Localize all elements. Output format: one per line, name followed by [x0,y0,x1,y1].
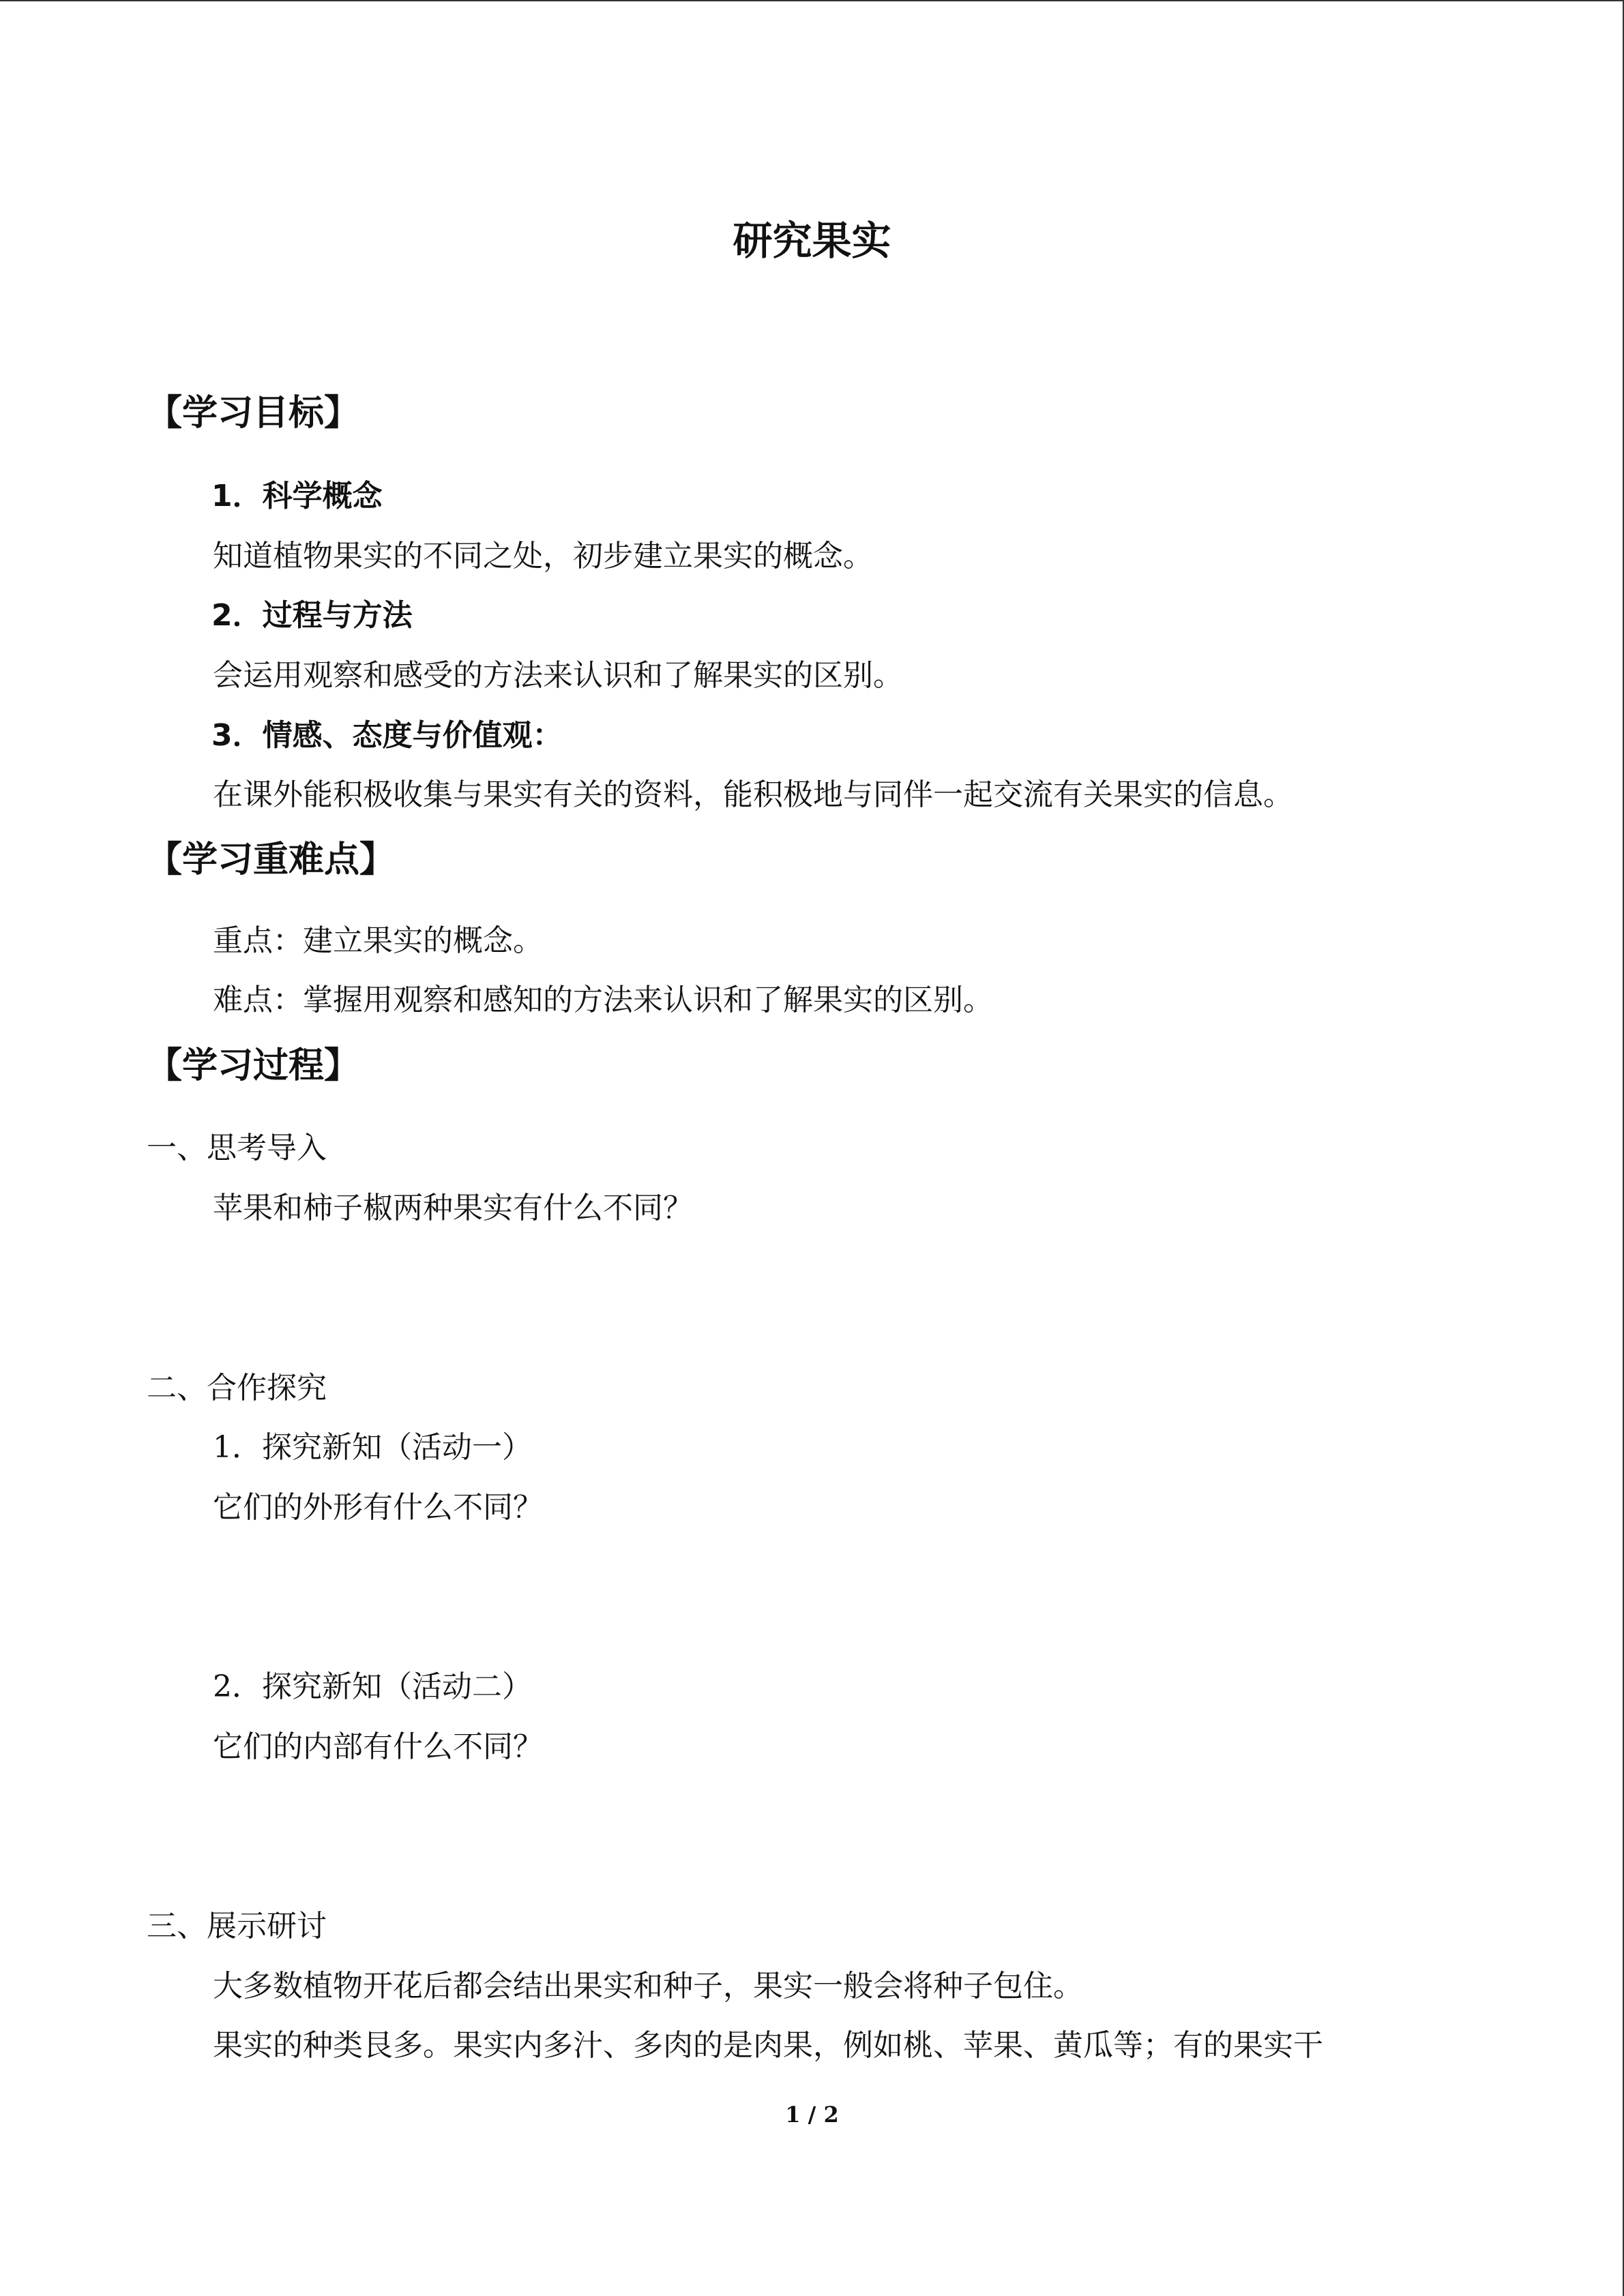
goal-2-heading: 2．过程与方法 [211,598,413,633]
section-heading-goals: 【学习目标】 [147,393,360,434]
goal-3-text: 在课外能积极收集与果实有关的资料，能积极地与同伴一起交流有关果实的信息。 [213,777,1293,812]
section-heading-process: 【学习过程】 [147,1045,360,1086]
goal-1-text: 知道植物果实的不同之处，初步建立果实的概念。 [213,539,873,573]
activity-1-text: 它们的外形有什么不同？ [213,1490,543,1525]
difficulty-text: 难点：掌握用观察和感知的方法来认识和了解果实的区别。 [213,983,993,1017]
goal-1-heading: 1．科学概念 [211,479,383,513]
process-part-1-heading: 一、思考导入 [147,1131,327,1165]
goal-2-text: 会运用观察和感受的方法来认识和了解果实的区别。 [213,658,903,693]
page-number: 1 / 2 [785,2102,839,2128]
activity-2-heading: 2．探究新知（活动二） [213,1669,532,1704]
process-part-3-text-2: 果实的种类艮多。果实内多汁、多肉的是肉果，例如桃、苹果、黄瓜等；有的果实干 [213,2028,1323,2063]
activity-1-heading: 1．探究新知（活动一） [213,1430,532,1465]
activity-2-text: 它们的内部有什么不同？ [213,1729,543,1764]
process-part-3-heading: 三、展示研讨 [147,1909,327,1943]
goal-3-heading: 3．情感、态度与价值观： [211,718,563,753]
process-part-3-text-1: 大多数植物开花后都会结出果实和种子，果实一般会将种子包住。 [213,1969,1083,2003]
key-point-text: 重点：建立果实的概念。 [213,923,543,958]
document-title: 研究果实 [733,218,891,264]
process-part-2-heading: 二、合作探究 [147,1371,327,1405]
section-heading-key-points: 【学习重难点】 [147,839,396,880]
process-part-1-text: 苹果和柿子椒两种果实有什么不同？ [213,1191,693,1225]
